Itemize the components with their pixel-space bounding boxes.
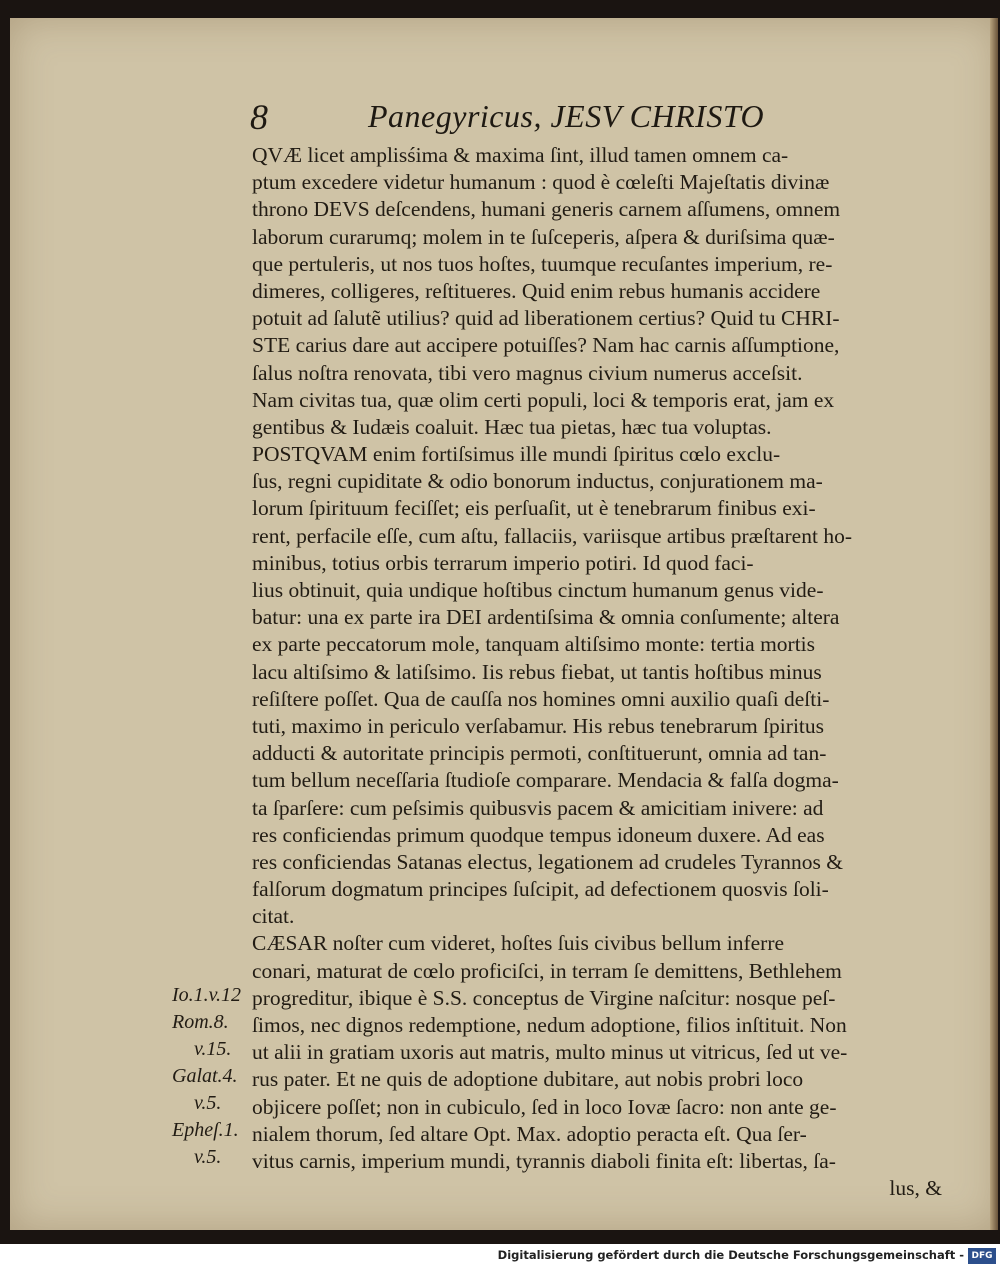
text-line: ſus, regni cupiditate & odio bonorum inductus, conjurationem ma- xyxy=(252,469,823,494)
text-line: rent, perfacile eſſe, cum aſtu, fallaciis, variisque artibus præſtarent ho- xyxy=(252,523,852,548)
text-line: ſimos, nec dignos redemptione, nedum adoptione, filios inſtituit. Non xyxy=(252,1013,847,1037)
text-line: minibus, totius orbis terrarum imperio potiri. Id quod faci- xyxy=(252,550,754,575)
text-line: lacu altiſsimo & latiſsimo. Iis rebus fiebat, ut tantis hoſtibus minus xyxy=(252,659,822,684)
text-line: res conficiendas Satanas electus, legationem ad crudeles Tyrannos & xyxy=(252,849,843,874)
text-line: nialem thorum, ſed altare Opt. Max. adoptio peracta eſt. Qua ſer- xyxy=(252,1121,807,1146)
text-line: objicere poſſet; non in cubiculo, ſed in loco Iovæ ſacro: non ante ge- xyxy=(252,1094,837,1119)
text-line: rus pater. Et ne quis de adoptione dubitare, aut nobis probri loco xyxy=(252,1067,804,1092)
text-line: dimeres, colligeres, reſtitueres. Quid enim rebus humanis accidere xyxy=(252,278,821,303)
text-line: progreditur, ibique è S.S. conceptus de Virgine naſcitur: nosque peſ- xyxy=(252,985,836,1010)
text-line: tuti, maximo in periculo verſabamur. His rebus tenebrarum ſpiritus xyxy=(252,713,825,738)
text-line: reſiſtere poſſet. Qua de cauſſa nos homines omni auxilio quaſi deſti- xyxy=(252,686,830,711)
text-line: ptum excedere videtur humanum : quod è cœleſti Majeſtatis divinæ xyxy=(252,170,830,195)
page-header xyxy=(240,96,840,146)
text-line: QVÆ licet amplisśima & maxima ſint, illud tamen omnem ca- xyxy=(252,143,789,167)
page-edge xyxy=(990,18,998,1230)
text-line: res conficiendas primum quodque tempus idoneum duxere. Ad eas xyxy=(252,822,825,847)
page-number: 8 xyxy=(250,97,268,137)
margin-notes xyxy=(172,982,252,1171)
text-line: vitus carnis, imperium mundi, tyrannis diaboli finita eſt: libertas, ſa- xyxy=(252,1148,836,1173)
text-line: conari, maturat de cœlo proficiſci, in terram ſe demittens, Bethlehem xyxy=(252,958,842,983)
funding-notice: Digitalisierung gefördert durch die Deutsche Forschungsgemeinschaft - xyxy=(497,1248,964,1262)
text-line: throno DEVS deſcendens, humani generis carnem aſſumens, omnem xyxy=(252,197,841,222)
text-line: adducti & autoritate principis permoti, conſtituerunt, omnia ad tan- xyxy=(252,741,827,766)
margin-note: Rom.8. xyxy=(172,1011,229,1033)
text-line: tum bellum neceſſaria ſtudioſe comparare. Mendacia & falſa dogma- xyxy=(252,768,839,793)
text-line: ta ſparſere: cum peſsimis quibusvis pacem & amicitiam inivere: ad xyxy=(252,795,824,820)
text-line: gentibus & Iudæis coaluit. Hæc tua pietas, hæc tua voluptas. xyxy=(252,414,772,439)
running-title: Panegyricus, JESV CHRISTO xyxy=(368,98,765,134)
margin-note: v.5. xyxy=(194,1146,222,1168)
text-line: CÆSAR noſter cum videret, hoſtes ſuis civibus bellum inferre xyxy=(252,931,785,956)
text-line: ut alii in gratiam uxoris aut matris, multo minus ut vitricus, ſed ut ve- xyxy=(252,1040,848,1065)
footer-bar xyxy=(0,1244,1000,1268)
text-line: POSTQVAM enim fortiſsimus ille mundi ſpiritus cœlo exclu- xyxy=(252,442,781,467)
text-line: potuit ad ſalutẽ utilius? quid ad liberationem certius? Quid tu CHRI- xyxy=(252,306,840,331)
text-line: Nam civitas tua, quæ olim certi populi, loci & temporis erat, jam ex xyxy=(252,387,835,412)
margin-note: v.5. xyxy=(194,1092,222,1114)
text-line: laborum curarumq; molem in te ſuſceperis, aſpera & duriſsima quæ- xyxy=(252,224,835,249)
text-line: STE carius dare aut accipere potuiſſes? Nam hac carnis aſſumptione, xyxy=(252,333,840,358)
margin-note: Epheſ.1. xyxy=(172,1119,239,1141)
text-line: citat. xyxy=(252,904,295,929)
dfg-logo: DFG xyxy=(968,1248,996,1264)
text-line: ſalus noſtra renovata, tibi vero magnus civium numerus acceſsit. xyxy=(252,360,803,385)
margin-note: v.15. xyxy=(194,1038,232,1060)
margin-note: Galat.4. xyxy=(172,1065,238,1087)
margin-note: Io.1.v.12 xyxy=(172,984,242,1006)
text-line: ex parte peccatorum mole, tanquam altiſsimo monte: tertia mortis xyxy=(252,632,816,657)
text-line: lus, & xyxy=(889,1176,942,1201)
text-line: lius obtinuit, quia undique hoſtibus cinctum humanum genus vide- xyxy=(252,578,824,602)
text-line: batur: una ex parte ira DEI ardentiſsima & omnia conſumente; altera xyxy=(252,605,840,630)
text-line: lorum ſpirituum feciſſet; eis perſuaſit, ut è tenebrarum finibus exi- xyxy=(252,496,816,521)
text-line: que pertuleris, ut nos tuos hoſtes, tuumque recuſantes imperium, re- xyxy=(252,251,833,276)
body-text xyxy=(252,142,942,1202)
text-line: falſorum dogmatum principes ſuſcipit, ad defectionem quosvis ſoli- xyxy=(252,877,829,902)
